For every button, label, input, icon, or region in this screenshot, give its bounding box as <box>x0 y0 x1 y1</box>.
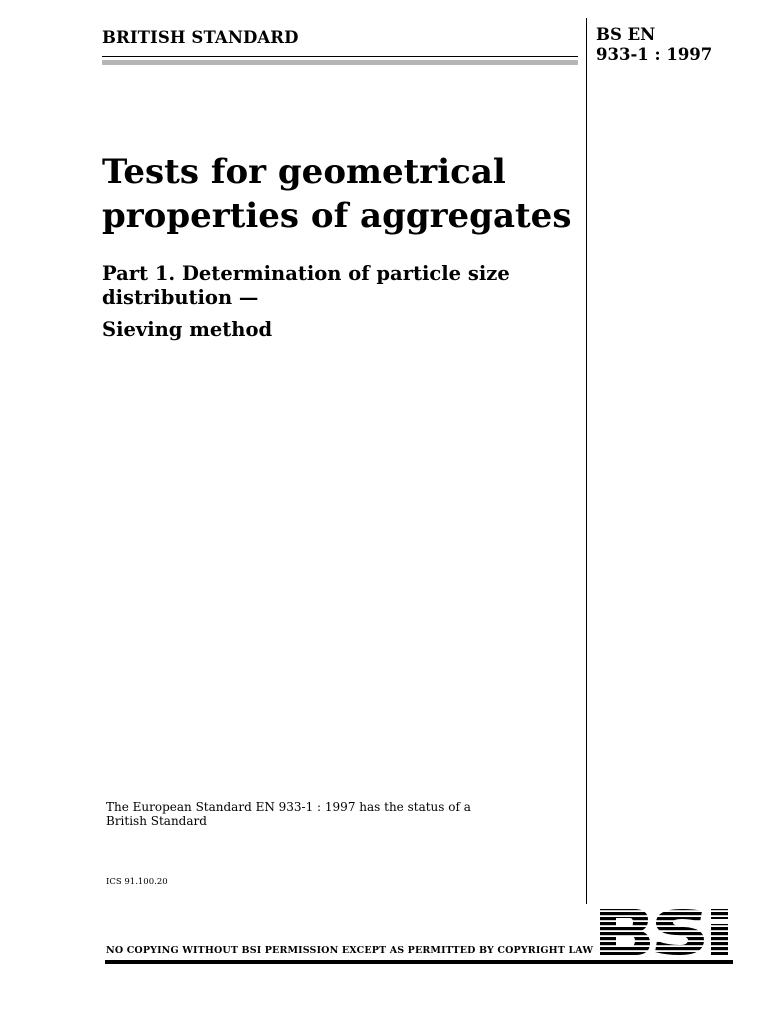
header-rule-thin <box>102 56 578 57</box>
status-statement-line2: British Standard <box>106 814 207 828</box>
standard-type-label: BRITISH STANDARD <box>102 28 299 47</box>
document-title <box>102 150 578 238</box>
document-subtitle-line2: distribution — <box>102 286 259 309</box>
status-statement <box>106 800 471 828</box>
document-number-line1: BS EN <box>596 25 656 44</box>
footer-rule <box>105 960 733 964</box>
copyright-notice: NO COPYING WITHOUT BSI PERMISSION EXCEPT AS PERMITTED BY COPYRIGHT LAW <box>106 945 594 956</box>
bsi-logo <box>598 907 734 957</box>
ics-code: ICS 91.100.20 <box>106 877 168 887</box>
document-title-line2: properties of aggregates <box>102 196 572 236</box>
status-statement-line1: The European Standard EN 933-1 : 1997 has the status of a <box>106 800 471 814</box>
document-title-line1: Tests for geometrical <box>102 152 506 192</box>
header-rule-thick <box>102 60 578 65</box>
document-number-line2: 933-1 : 1997 <box>596 45 713 64</box>
document-subtitle-line1: Part 1. Determination of particle size <box>102 262 510 285</box>
document-subtitle-line3: Sieving method <box>102 318 273 341</box>
document-subtitle <box>102 262 578 342</box>
vertical-divider <box>586 18 587 904</box>
document-number <box>596 25 712 65</box>
